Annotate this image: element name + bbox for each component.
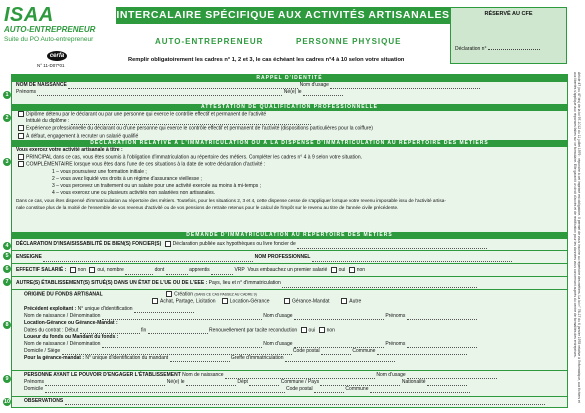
achat-checkbox[interactable] <box>152 298 158 304</box>
section-6-number: 6 <box>3 265 11 273</box>
origine-label: ORIGINE DU FONDS ARTISANAL <box>24 291 103 298</box>
section-qualification <box>5 104 567 140</box>
pays-label: Pays, lieu et n° d'immatriculation <box>208 280 281 286</box>
effectif-non-checkbox[interactable] <box>70 267 76 273</box>
mandant-siren-field[interactable] <box>170 356 230 362</box>
cerfa-logo: cerfa <box>47 51 67 61</box>
location-gerance-checkbox[interactable] <box>222 298 228 304</box>
prenoms-field[interactable] <box>37 90 282 96</box>
autres-etab-label: AUTRE(S) ÉTABLISSEMENT(S) SITUÉ(S) DANS UN ÉTAT DE L'UE OU DE L'EEE : <box>16 280 208 286</box>
option-4: 4 – vous exercez une ou plusieurs activités non salariées non artisanales. <box>52 189 216 196</box>
insaisissabilite-checkbox[interactable] <box>165 241 171 247</box>
legal-sidebar <box>569 72 583 407</box>
declaration-label: Déclaration n° <box>455 46 487 52</box>
embauche-non-checkbox[interactable] <box>349 267 355 273</box>
prenoms-label: Prénoms <box>16 89 37 95</box>
autre-checkbox[interactable] <box>341 298 347 304</box>
observations-field[interactable] <box>65 399 545 405</box>
nom-usage-label: Nom d'usage <box>299 82 329 88</box>
intitule-label: Intitulé du diplôme : <box>26 118 70 125</box>
insaisissabilite-option: Déclaration publiée aux hypothèques ou livre foncier de <box>172 241 296 247</box>
section-5-number: 5 <box>3 252 11 260</box>
complementaire-label: COMPLÉMENTAIRE lorsque vous êtes dans l'une de ces situations à la date de votre déclaration d'activité : <box>26 161 266 168</box>
brand-name: ISAA <box>4 4 54 26</box>
embauche-label: Vous embauchez un premier salarié <box>247 267 328 273</box>
brand-sub: AUTO-ENTREPRENEUR <box>4 25 96 34</box>
instruction: Remplir obligatoirement les cadres n° 1, 2 et 3, le cas échéant les cadres n°4 à 10 selon votre situation <box>128 57 405 63</box>
diplome-checkbox[interactable] <box>18 111 24 117</box>
insaisissabilite-field[interactable] <box>297 243 487 249</box>
effectif-label: EFFECTIF SALARIÉ : <box>16 267 67 273</box>
enseigne-field[interactable] <box>43 256 253 262</box>
experience-label: Expérience professionnelle du déclarant ou d'une personne qui exerce le contrôle effectif et permanent de l'activité (dispositions particulières pour la coiffure) <box>26 125 373 132</box>
cerfa-number: N° 11-D07*01 <box>37 63 65 68</box>
section-2-number: 2 <box>3 114 11 122</box>
creation-checkbox[interactable] <box>166 291 172 297</box>
legal-text: Article 47 (ou 47 bis) de la loi 97-1012 du 11 juillet 1979 : répondre à cet imprimé est obligatoire. Il permet de vous inscrire au répertoire des métiers. La loi n° 78-17 du 6 janvier 1978 relative à l'informatique, aux fichiers et aux libertés s'applique aux réponses faites sur ce formulaire. Elle garantit un droit d'accès et de rectification pour les données vous concernant auprès du centre de formalités des entreprises. <box>573 72 581 403</box>
pouvoir-domicile-field[interactable] <box>45 387 285 393</box>
section-demande <box>5 232 567 249</box>
section-2-title: ATTESTATION DE QUALIFICATION PROFESSIONNELLE <box>12 104 567 111</box>
section-pouvoir: 9 PERSONNE AYANT LE POUVOIR D'ENGAGER L'ÉTABLISSEMENT Nom de naissance Nom d'usage Prénoms Né(e) le Dépt Commune / Pays Nationalité Domicile Code postal Commune <box>12 372 567 393</box>
option-2: 2 – vous avez liquidé vos droits à un régime d'assurance vieillesse ; <box>52 175 202 182</box>
subtitle-left: AUTO-ENTREPRENEUR <box>155 37 264 46</box>
section-1-number: 1 <box>3 91 11 99</box>
dispense-text-2: nale constitue plus de la moitié de l'ensemble de vos revenus d'activité ou de vos pensions de retraite retenus pour le calcul de l'impôt sur le revenu au titre de l'année civile précédente. <box>16 204 399 210</box>
brand-suite: Suite du PO Auto-entrepreneur <box>4 36 94 43</box>
reserved-box <box>450 7 567 64</box>
complementaire-checkbox[interactable] <box>18 161 24 167</box>
form-body <box>3 74 568 408</box>
ne-le-label: Né(e) le <box>283 89 302 95</box>
section-7-number: 7 <box>3 278 11 286</box>
experience-checkbox[interactable] <box>18 125 24 131</box>
section-autres-etablissements <box>5 278 567 288</box>
salarie-qualifie-label: À défaut, engagement à recruter un salarié qualifié <box>26 132 139 139</box>
insaisissabilite-label: DÉCLARATION D'INSAISISSABILITÉ DE BIEN(S) FONCIER(S) <box>16 241 162 247</box>
nom-naissance-label: NOM DE NAISSANCE <box>16 82 67 88</box>
section-effectif: 6 EFFECTIF SALARIÉ : non oui, nombre dont apprentis VRP Vous embauchez un premier salarié oui non <box>12 265 567 275</box>
demande-title: DEMANDE D'IMMATRICULATION AU RÉPERTOIRE DES MÉTIERS <box>12 232 567 239</box>
section-immatriculation <box>5 140 567 211</box>
section-8-number: 8 <box>3 321 11 329</box>
embauche-oui-checkbox[interactable] <box>331 267 337 273</box>
titre-intro: Vous exercez votre activité artisanale à titre : <box>16 147 123 153</box>
diplome-label: Diplôme détenu par le déclarant ou par une personne qui exerce le contrôle effectif et permanent de l'activité <box>26 111 267 118</box>
greffe-field[interactable] <box>285 356 395 362</box>
renouv-oui-checkbox[interactable] <box>301 327 307 333</box>
apprentis-field[interactable] <box>166 269 188 275</box>
section-10-number: 10 <box>3 399 11 405</box>
section-4-number: 4 <box>3 242 11 250</box>
effectif-oui-checkbox[interactable] <box>89 267 95 273</box>
nom-pro-field[interactable] <box>312 256 512 262</box>
dispense-text-1: Dans ce cas, vous êtes dispensé d'immatriculation au répertoire des métiers. Toutefois, pour les situations 2, 3 et 4, cette dispense cesse de s'appliquer lorsque votre revenu imposable issu de l'activité artisa- <box>16 197 446 203</box>
form-title: INTERCALAIRE SPÉCIFIQUE AUX ACTIVITÉS ARTISANALES <box>116 7 450 24</box>
reserved-title: RÉSERVÉ AU CFE <box>484 11 533 17</box>
option-1: 1 – vous poursuivez une formation initiale ; <box>52 168 147 175</box>
option-3: 3 – vous percevez un traitement ou un salaire pour une activité exercée au moins à mi-temps ; <box>52 182 261 189</box>
ne-le-field[interactable] <box>303 90 343 96</box>
enseigne-label: ENSEIGNE <box>16 254 42 260</box>
principal-checkbox[interactable] <box>18 154 24 160</box>
pouvoir-commune2-field[interactable] <box>370 387 470 393</box>
renouv-non-checkbox[interactable] <box>319 327 325 333</box>
subtitle-right: PERSONNE PHYSIQUE <box>296 37 402 46</box>
salarie-qualifie-checkbox[interactable] <box>18 133 24 139</box>
section-origine-fonds: 8 ORIGINE DU FONDS ARTISANAL Création (DANS CE CAS PASSEZ AU CADRE 9) Achat, Partage, Licitation Location-Gérance Gérance-Mandat Autre Précédent exploitant : N° unique d'identification Nom de naissance / Dénomination Nom d'usage Prénoms Location-Gérance ou Gérance-Mandat : Dates du contrat : Début fin Renouvellement par tacite reconduction oui non Loueur du fonds ou Mandant du fonds : Nom de naissance / Dénomination Nom d'usage Prénoms Domicile / Siège Code postal Commune Pour la gérance-mandat : N° unique d'identification du mandant Greffe d'immatriculation <box>12 291 567 362</box>
section-identity <box>5 75 567 98</box>
principal-label: PRINCIPAL dans ce cas, vous êtes soumis à l'obligation d'immatriculation au répertoire des métiers. Compléter les cadres n° 4 à 9 selon votre situation. <box>26 154 363 161</box>
section-1-title: RAPPEL D'IDENTITÉ <box>12 75 567 82</box>
pouvoir-cp-field[interactable] <box>314 387 344 393</box>
brand-block <box>4 6 114 43</box>
section-observations: 10 OBSERVATIONS <box>12 398 567 405</box>
declaration-field[interactable] <box>488 49 540 50</box>
nom-pro-label: NOM PROFESSIONNEL <box>254 254 311 260</box>
section-3-title: DÉCLARATION RELATIVE À L'IMMATRICULATION OU À LA DISPENSE D'IMMATRICULATION AU RÉPERTOIRE DES MÉTIERS <box>12 140 567 147</box>
pays-field[interactable] <box>282 282 477 288</box>
gerance-mandat-checkbox[interactable] <box>284 298 290 304</box>
section-9-number: 9 <box>3 375 11 383</box>
effectif-nombre-field[interactable] <box>125 269 153 275</box>
section-enseigne <box>5 252 567 262</box>
section-3-number: 3 <box>3 158 11 166</box>
vrp-field[interactable] <box>211 269 233 275</box>
